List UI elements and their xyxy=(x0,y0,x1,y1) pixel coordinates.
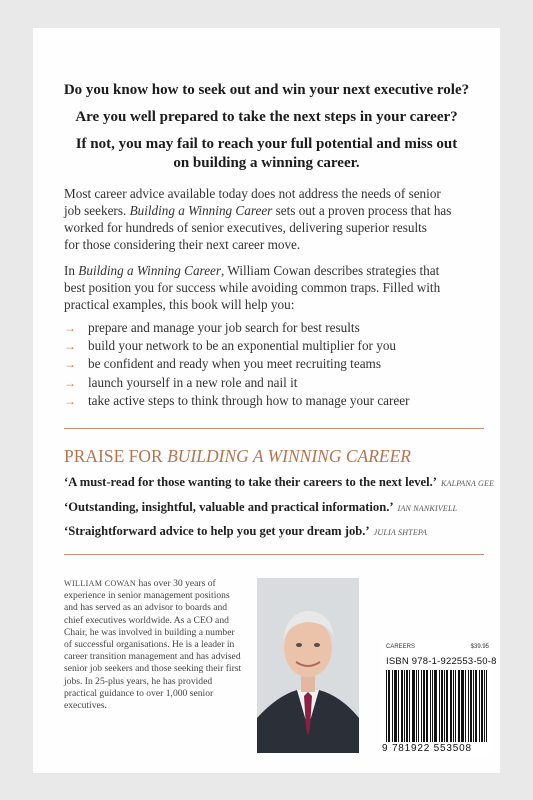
praise-quote: ‘Outstanding, insightful, valuable and practical information.’ IAN NANKIVELL xyxy=(64,500,458,514)
description-paragraph-1 xyxy=(64,185,484,253)
price-label: $39.95 xyxy=(470,644,489,650)
barcode-bar xyxy=(414,670,415,742)
barcode-bar xyxy=(432,670,433,742)
arrow-icon: → xyxy=(64,321,76,335)
intro-question-3-line-1: If not, you may fail to reach your full potential and miss out xyxy=(75,136,458,152)
author-portrait-image xyxy=(257,578,359,753)
barcode-bar xyxy=(473,670,474,742)
author-bio: WILLIAM COWAN has over 30 years of experience in senior management positions and has served as an advisor to boards and chief executives worldwide. As a CEO and Chair, he was involved in building a number of successful organisations. He is a leader in career transition management and has advised senior job seekers and those seeking their first jobs. In 25-plus years, he has provided practical guidance to over 1,000 senior executives. xyxy=(64,578,242,712)
barcode-bar xyxy=(458,670,459,742)
section-divider xyxy=(64,428,484,429)
book-title: Building a Winning Career xyxy=(78,263,222,278)
barcode-bar xyxy=(470,670,471,742)
barcode-bar xyxy=(413,670,414,742)
arrow-icon: → xyxy=(64,339,76,354)
book-title: Building a Winning Career xyxy=(129,203,273,218)
barcode-icon xyxy=(386,670,489,742)
list-item: → prepare and manage your job search for best results xyxy=(64,320,360,335)
list-item: → take active steps to think through how to manage your career xyxy=(64,392,410,408)
p1-line-3: worked for hundreds of senior executives, delivering superior results xyxy=(64,220,427,235)
list-item: → be confident and ready when you meet recruiting teams xyxy=(64,356,381,372)
intro-question-2: Are you well prepared to take the next steps in your career? xyxy=(75,109,458,125)
barcode-bar xyxy=(427,670,428,742)
barcode-bar xyxy=(430,670,431,742)
barcode-bar xyxy=(468,670,469,742)
barcode-bar xyxy=(407,670,408,742)
barcode-bar xyxy=(465,670,466,742)
quote-author: KALPANA GEE xyxy=(440,479,495,488)
barcode-bar xyxy=(476,670,477,742)
arrow-icon: → xyxy=(64,375,76,390)
barcode-bar xyxy=(418,670,419,742)
barcode-bar xyxy=(394,670,395,742)
p2-line-3: practical examples, this book will help you: xyxy=(64,297,295,312)
barcode-bar xyxy=(421,670,422,742)
intro-question-3-line-2: on building a winning career. xyxy=(173,155,360,171)
barcode-bar xyxy=(436,670,437,742)
praise-quote: ‘Straightforward advice to help you get your dream job.’ JULIA SHTEPA xyxy=(64,524,428,538)
barcode-bar xyxy=(475,670,476,742)
quote-author: IAN NANKIVELL xyxy=(397,504,458,513)
description-paragraph-2 xyxy=(64,262,484,313)
intro-question-3 xyxy=(44,135,489,173)
barcode-bar xyxy=(450,670,451,742)
barcode-bar xyxy=(396,670,397,742)
barcode-bar xyxy=(409,670,410,742)
barcode-bar xyxy=(406,670,407,742)
list-item: → build your network to be an exponential multiplier for you xyxy=(64,338,397,354)
quote-author: JULIA SHTEPA xyxy=(373,528,428,537)
barcode-bar xyxy=(386,670,387,742)
barcode-bar xyxy=(424,670,425,742)
barcode-bar xyxy=(416,670,417,742)
barcode-bar xyxy=(423,670,424,742)
barcode-bar xyxy=(447,670,448,742)
category-label: CAREERS xyxy=(386,644,416,650)
arrow-icon: → xyxy=(64,393,76,408)
barcode-bar xyxy=(479,670,480,742)
barcode-bar xyxy=(398,670,399,742)
p1-line-1: Most career advice available today does not address the needs of senior xyxy=(64,186,441,201)
barcode-bar xyxy=(388,670,389,742)
barcode-bar xyxy=(402,670,403,742)
barcode-bar xyxy=(484,670,485,742)
p2-line-1: In Building a Winning Career, William Cowan describes strategies that xyxy=(64,263,440,278)
barcode-bar xyxy=(446,670,447,742)
praise-quote: ‘A must-read for those wanting to take their careers to the next level.’ KALPANA GEE xyxy=(64,475,495,489)
p1-line-2: job seekers. Building a Winning Career sets out a proven process that has xyxy=(64,203,452,218)
barcode-bar xyxy=(401,670,402,742)
barcode-bar xyxy=(453,670,454,742)
barcode-bar xyxy=(441,670,442,742)
barcode-bar xyxy=(461,670,462,742)
barcode-bar xyxy=(459,670,460,742)
barcode-bar xyxy=(442,670,443,742)
barcode-panel xyxy=(382,640,497,754)
barcode-bar xyxy=(463,670,464,742)
barcode-bar xyxy=(435,670,436,742)
barcode-bar xyxy=(412,670,413,742)
barcode-bar xyxy=(404,670,405,742)
barcode-bar xyxy=(462,670,463,742)
barcode-bar xyxy=(439,670,440,742)
intro-question-1: Do you know how to seek out and win your next executive role? xyxy=(63,82,470,98)
barcode-bar xyxy=(395,670,396,742)
benefits-list xyxy=(64,319,484,410)
author-photo xyxy=(257,578,359,753)
author-name: WILLIAM COWAN xyxy=(64,579,137,588)
barcode-bar xyxy=(451,670,452,742)
isbn-label: ISBN 978-1-922553-50-8 xyxy=(386,656,497,667)
p1-line-4: for those considering their next career move. xyxy=(64,237,301,252)
barcode-bar xyxy=(486,670,487,742)
barcode-bar xyxy=(471,670,472,742)
barcode-bar xyxy=(392,670,393,742)
barcode-bar xyxy=(455,670,456,742)
p2-line-2: best position you for success while avoiding common traps. Filled with xyxy=(64,280,441,295)
barcode-bar xyxy=(434,670,435,742)
barcode-bar xyxy=(481,670,482,742)
praise-heading: PRAISE FOR BUILDING A WINNING CAREER xyxy=(64,446,411,466)
barcode-bar xyxy=(482,670,483,742)
arrow-icon: → xyxy=(64,357,76,372)
list-item: → launch yourself in a new role and nail it xyxy=(64,374,298,390)
barcode-bar xyxy=(444,670,445,742)
barcode-bar xyxy=(426,670,427,742)
barcode-bar xyxy=(389,670,390,742)
barcode-digits: 9 781922 553508 xyxy=(382,743,472,754)
section-divider xyxy=(64,554,484,555)
